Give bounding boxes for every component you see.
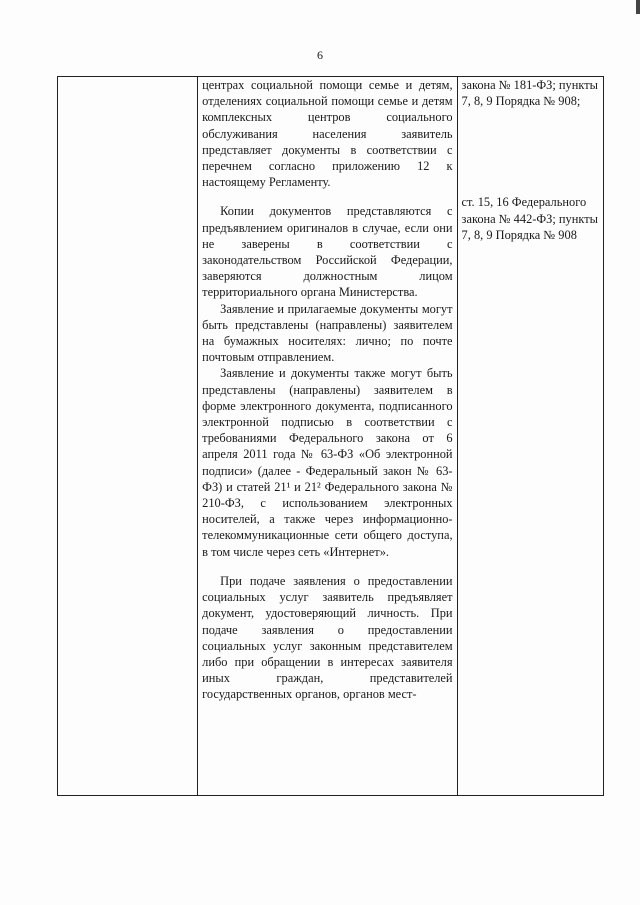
table-cell-legal-basis	[457, 77, 603, 796]
legal-reference: ст. 15, 16 Федерального закона № 442-ФЗ; пункты 7, 8, 9 Порядка № 908	[461, 195, 598, 242]
regulation-table	[57, 76, 604, 796]
paragraph: Копии документов представляются с предъявлением оригиналов в случае, если они не заверены в соответствии с законодательством Российской Федерации, заверяются должностным лицом территориального органа Министерства.	[202, 204, 453, 300]
paragraph: При подаче заявления о предоставлении социальных услуг заявитель предъявляет документ, удостоверяющий личность. При подаче заявления о предоставлении социальных услуг законным представителем либо при обращении в интересах заявителя иных граждан, представителей государственных органов, органов мест-	[202, 573, 453, 702]
paragraph: центрах социальной помощи семье и детям, отделениях социальной помощи семье и детям комплексных центров социального обслуживания населения заявитель представляет документы в соответствии с перечнем согласно приложению 12 к настоящему Регламенту.	[202, 78, 453, 190]
page-number: 6	[317, 48, 323, 62]
paragraph: Заявление и прилагаемые документы могут быть представлены (направлены) заявителем на бумажных носителях: лично; по почте почтовым отправлением.	[202, 301, 453, 365]
paragraph: Заявление и документы также могут быть представлены (направлены) заявителем в форме электронного документа, подписанного электронной подписью в соответствии с требованиями Федерального закона от 6 апреля 2011 года № 63-ФЗ «Об электронной подписи» (далее - Федеральный закон № 63-ФЗ) и статей 21¹ и 21² Федерального закона № 210-ФЗ, с использованием электронных носителей, а также через информационно-телекоммуникационные сети общего доступа, в том числе через сеть «Интернет».	[202, 366, 453, 559]
table-row	[58, 77, 604, 796]
table-cell-empty	[58, 77, 198, 796]
scan-edge-mark	[636, 0, 640, 14]
table-cell-description	[198, 77, 457, 796]
legal-reference: закона № 181-ФЗ; пункты 7, 8, 9 Порядка № 908;	[461, 78, 598, 109]
